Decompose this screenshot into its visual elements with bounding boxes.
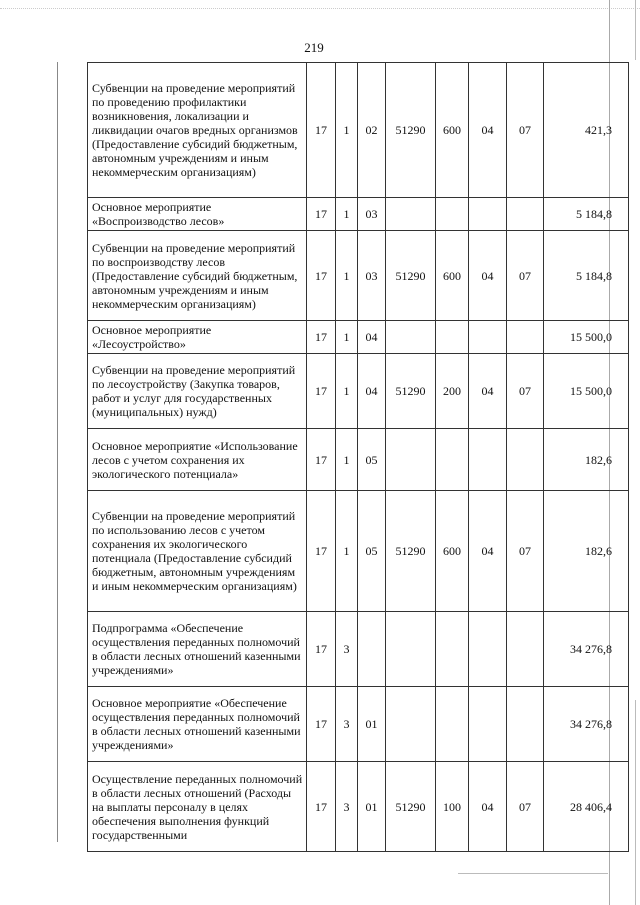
- table-row: [88, 687, 629, 762]
- row-name: Основное мероприятие «Использование лесов с учетом сохранения их экологического потенциала»: [88, 429, 307, 491]
- row-amount: 34 276,8: [544, 612, 629, 687]
- row-amount: 5 184,8: [544, 231, 629, 321]
- bottom-rule: [458, 873, 608, 874]
- row-code-2: 1: [336, 321, 358, 354]
- row-amount: 15 500,0: [544, 321, 629, 354]
- row-code-7: [507, 612, 544, 687]
- row-name: Основное мероприятие «Лесоустройство»: [88, 321, 307, 354]
- row-name: Подпрограмма «Обеспечение осуществления переданных полномочий в области лесных отношений казенными учреждениями»: [88, 612, 307, 687]
- row-code-3: 03: [358, 198, 386, 231]
- row-code-5: [436, 321, 469, 354]
- table-row: [88, 321, 629, 354]
- scan-edge-mark: [635, 0, 636, 60]
- row-amount: 421,3: [544, 63, 629, 198]
- row-code-5: [436, 687, 469, 762]
- row-code-4: [386, 612, 436, 687]
- row-code-4: [386, 321, 436, 354]
- row-code-1: 17: [307, 321, 336, 354]
- row-code-1: 17: [307, 491, 336, 612]
- row-code-6: [469, 687, 507, 762]
- row-code-7: 07: [507, 762, 544, 852]
- row-code-7: 07: [507, 231, 544, 321]
- row-code-3: 04: [358, 321, 386, 354]
- row-code-3: 05: [358, 429, 386, 491]
- row-code-3: 01: [358, 687, 386, 762]
- row-code-1: 17: [307, 198, 336, 231]
- row-code-7: 07: [507, 63, 544, 198]
- row-amount: 182,6: [544, 429, 629, 491]
- budget-table: [87, 62, 629, 852]
- scan-edge-dots: [0, 8, 640, 10]
- row-code-2: 1: [336, 63, 358, 198]
- row-code-2: 1: [336, 198, 358, 231]
- row-amount: 5 184,8: [544, 198, 629, 231]
- row-code-3: 04: [358, 354, 386, 429]
- row-name: Субвенции на проведение мероприятий по воспроизводству лесов (Предоставление субсидий бюджетным, автономным учреждениям и иным некоммерческим организациям): [88, 231, 307, 321]
- table-row: [88, 354, 629, 429]
- row-code-4: [386, 687, 436, 762]
- row-name: Субвенции на проведение мероприятий по проведению профилактики возникновения, локализации и ликвидации очагов вредных организмов (Предоставление субсидий бюджетным, автономным учреждениям и иным некоммерческим организациям): [88, 63, 307, 198]
- row-name: Основное мероприятие «Обеспечение осуществления переданных полномочий в области лесных отношений казенными учреждениями»: [88, 687, 307, 762]
- table-row: [88, 762, 629, 852]
- row-code-4: 51290: [386, 491, 436, 612]
- row-code-2: 1: [336, 491, 358, 612]
- row-code-2: 3: [336, 612, 358, 687]
- row-code-1: 17: [307, 231, 336, 321]
- page-number: 219: [304, 40, 324, 55]
- row-code-4: 51290: [386, 231, 436, 321]
- row-code-4: [386, 429, 436, 491]
- row-code-2: 1: [336, 429, 358, 491]
- row-code-5: [436, 429, 469, 491]
- row-code-3: [358, 612, 386, 687]
- row-name: Субвенции на проведение мероприятий по лесоустройству (Закупка товаров, работ и услуг для государственных (муниципальных) нужд): [88, 354, 307, 429]
- row-code-6: [469, 321, 507, 354]
- row-code-6: 04: [469, 354, 507, 429]
- row-code-2: 3: [336, 687, 358, 762]
- row-code-4: 51290: [386, 63, 436, 198]
- row-code-7: 07: [507, 491, 544, 612]
- row-code-2: 1: [336, 354, 358, 429]
- row-code-5: [436, 198, 469, 231]
- row-amount: 28 406,4: [544, 762, 629, 852]
- row-code-7: [507, 321, 544, 354]
- row-code-1: 17: [307, 762, 336, 852]
- row-code-3: 02: [358, 63, 386, 198]
- row-amount: 34 276,8: [544, 687, 629, 762]
- row-code-6: 04: [469, 231, 507, 321]
- row-code-6: [469, 198, 507, 231]
- row-code-6: [469, 429, 507, 491]
- row-code-7: [507, 429, 544, 491]
- table-row: [88, 231, 629, 321]
- row-code-2: 1: [336, 231, 358, 321]
- row-code-7: [507, 198, 544, 231]
- row-code-6: 04: [469, 63, 507, 198]
- row-name: Основное мероприятие «Воспроизводство лесов»: [88, 198, 307, 231]
- table-row: [88, 491, 629, 612]
- row-code-5: 600: [436, 231, 469, 321]
- row-code-5: [436, 612, 469, 687]
- row-code-6: 04: [469, 762, 507, 852]
- row-code-2: 3: [336, 762, 358, 852]
- row-code-5: 100: [436, 762, 469, 852]
- row-code-1: 17: [307, 354, 336, 429]
- table-row: [88, 198, 629, 231]
- row-code-7: 07: [507, 354, 544, 429]
- row-amount: 182,6: [544, 491, 629, 612]
- row-code-6: [469, 612, 507, 687]
- row-code-1: 17: [307, 612, 336, 687]
- row-code-6: 04: [469, 491, 507, 612]
- row-code-1: 17: [307, 429, 336, 491]
- row-code-3: 05: [358, 491, 386, 612]
- row-code-1: 17: [307, 687, 336, 762]
- row-code-5: 600: [436, 63, 469, 198]
- row-code-4: [386, 198, 436, 231]
- row-code-4: 51290: [386, 762, 436, 852]
- table-row: [88, 63, 629, 198]
- row-amount: 15 500,0: [544, 354, 629, 429]
- row-name: Осуществление переданных полномочий в области лесных отношений (Расходы на выплаты персоналу в целях обеспечения выполнения функций государственными: [88, 762, 307, 852]
- table-row: [88, 429, 629, 491]
- row-name: Субвенции на проведение мероприятий по использованию лесов с учетом сохранения их экологического потенциала (Предоставление субсидий бюджетным, автономным учреждениям и иным некоммерческим организациям): [88, 491, 307, 612]
- row-code-5: 600: [436, 491, 469, 612]
- row-code-1: 17: [307, 63, 336, 198]
- row-code-3: 03: [358, 231, 386, 321]
- table-row: [88, 612, 629, 687]
- row-code-4: 51290: [386, 354, 436, 429]
- left-margin-rule: [57, 62, 58, 842]
- scan-edge-mark: [635, 700, 636, 905]
- row-code-5: 200: [436, 354, 469, 429]
- row-code-7: [507, 687, 544, 762]
- row-code-3: 01: [358, 762, 386, 852]
